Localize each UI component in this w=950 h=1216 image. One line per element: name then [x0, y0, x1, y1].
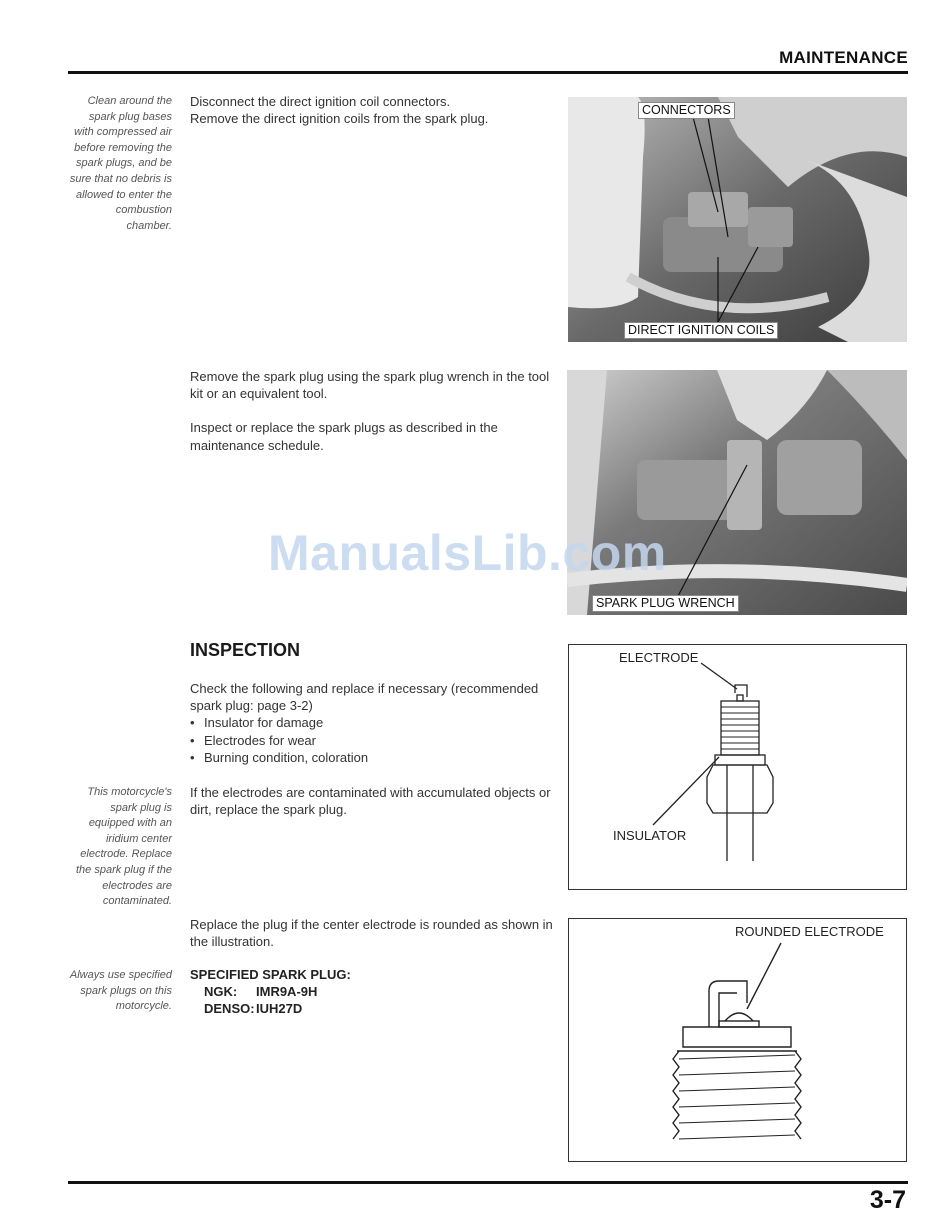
- spec-title: SPECIFIED SPARK PLUG:: [190, 967, 351, 982]
- spec-denso-row: [190, 1000, 351, 1017]
- step-remove-plug-block: [190, 368, 555, 454]
- figure-rounded-electrode: [568, 918, 907, 1162]
- callout-connectors: CONNECTORS: [638, 102, 735, 119]
- label-electrode: ELECTRODE: [619, 650, 699, 665]
- step-remove-plug: Remove the spark plug using the spark plug wrench in the tool kit or an equivalent tool.: [190, 369, 550, 402]
- side-note-clean: Clean around the spark plug bases with compressed air before removing the spark plugs, and be sure that no debris is allowed to enter the combustion chamber.: [69, 95, 172, 232]
- side-note-iridium: This motorcycle's spark plug is equipped with an iridium center electrode. Replace the spark plug if the electrodes are contaminated.: [75, 786, 172, 908]
- label-insulator: INSULATOR: [613, 828, 687, 843]
- spec-block: [190, 966, 351, 1018]
- callout-spark-plug-wrench: SPARK PLUG WRENCH: [592, 595, 739, 612]
- spec-ngk-label: NGK:: [204, 984, 238, 1000]
- check-electrodes: • Electrodes for wear: [190, 732, 555, 749]
- section-title: MAINTENANCE: [779, 48, 908, 67]
- spark-plug-diagram-drawing: [569, 645, 906, 889]
- watermark: ManualsLib.com: [268, 525, 667, 581]
- callout-direct-ignition-coils: DIRECT IGNITION COILS: [624, 322, 778, 339]
- figure-spark-plug-diagram: [568, 644, 907, 890]
- inspection-heading: INSPECTION: [190, 640, 301, 660]
- check-insulator: • Insulator for damage: [190, 714, 555, 731]
- inspection-rounded: Replace the plug if the center electrode is rounded as shown in the illustration.: [190, 917, 553, 950]
- spec-denso-value: IUH27D: [256, 1001, 303, 1017]
- footer-rule: [68, 1181, 908, 1184]
- photo-ignition-coils: [568, 97, 907, 342]
- check-burning: • Burning condition, coloration: [190, 749, 555, 766]
- side-note-specified: Always use specified spark plugs on this motorcycle.: [69, 969, 172, 1013]
- step-remove-coils: Remove the direct ignition coils from the spark plug.: [190, 111, 489, 127]
- step-inspect-schedule: Inspect or replace the spark plugs as described in the maintenance schedule.: [190, 420, 498, 453]
- spec-denso-label: DENSO:: [204, 1001, 255, 1017]
- page-number: 3-7: [869, 1186, 906, 1214]
- step-disconnect-block: [190, 93, 555, 127]
- inspection-contaminated: If the electrodes are contaminated with accumulated objects or dirt, replace the spark plug.: [190, 785, 551, 818]
- spec-ngk-value: IMR9A-9H: [256, 984, 318, 1000]
- inspection-intro-block: [190, 680, 555, 766]
- inspection-checklist: [190, 714, 555, 766]
- photo-ignition-coils-image: [568, 97, 907, 342]
- spec-ngk-row: [190, 983, 351, 1000]
- step-disconnect: Disconnect the direct ignition coil connectors.: [190, 94, 451, 109]
- inspection-intro: Check the following and replace if necessary (recommended spark plug: page 3-2): [190, 681, 539, 714]
- rounded-electrode-drawing: [569, 919, 906, 1161]
- header-rule: [68, 71, 908, 74]
- label-rounded-electrode: ROUNDED ELECTRODE: [735, 924, 884, 939]
